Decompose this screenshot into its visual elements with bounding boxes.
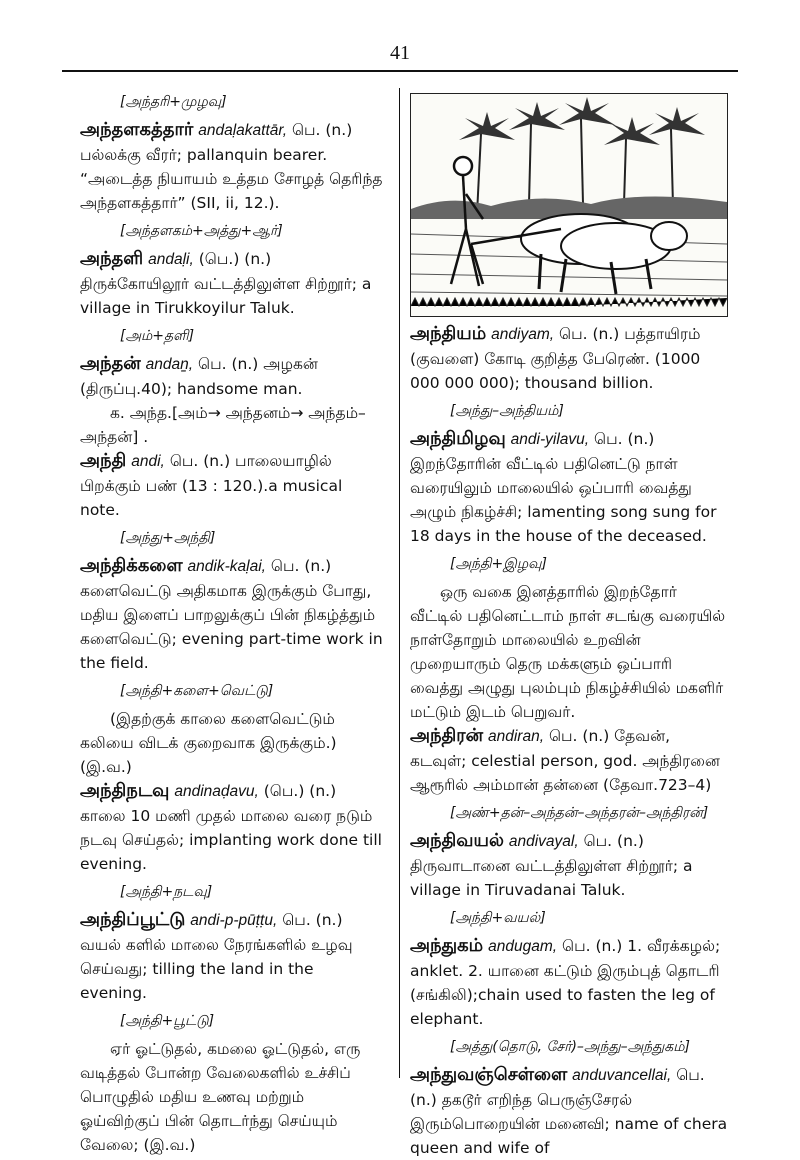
column-divider: [399, 88, 400, 1078]
transliteration: andiran,: [488, 728, 545, 745]
headword: அந்துவஞ்செள்ளை: [410, 1064, 568, 1085]
headword: அந்தி: [80, 450, 127, 471]
etymology-note: [அந்தி+நடவு]: [120, 884, 213, 900]
page-number: 41: [390, 42, 410, 64]
etymology-note: [அந்து–அந்தியம்]: [450, 403, 564, 419]
transliteration: andiyam,: [491, 326, 555, 343]
etymology-note: [அந்தி+இழவு]: [450, 556, 547, 572]
etymology-note: [அந்தி+பூட்டு]: [120, 1013, 215, 1029]
transliteration: andi-yilavu,: [510, 431, 590, 448]
headword: அந்திரன்: [410, 725, 484, 746]
definition: பெ. (n.) தேவன், கடவுள்; celestial person, god. அந்திரனை ஆரூரில் அம்மான் தன்னை (தேவா.723–4): [410, 727, 720, 794]
ploughing-illustration: [410, 93, 728, 317]
dictionary-entry: [80, 554, 385, 675]
etymology-note: [அண்+தன்–அந்தன்–அந்தரன்–அந்திரன்]: [450, 805, 709, 821]
definition: (பெ.) (n.) திருக்கோயிலூர் வட்டத்திலுள்ள சிற்றூர்; a village in Tirukkoyilur Taluk.: [80, 250, 372, 317]
definition: பெ. (n.) பாலையாழில் பிறக்கும் பண் (13 : 120.).a musical note.: [80, 452, 343, 519]
dictionary-entry: [410, 724, 728, 797]
dictionary-entry: [80, 449, 385, 522]
dictionary-entry: [80, 779, 385, 876]
etymology-note: [அந்தி+வயல்]: [450, 910, 546, 926]
transliteration: andi-p-pūṭṭu,: [190, 912, 278, 929]
headword: அந்திக்களை: [80, 555, 183, 576]
transliteration: andi,: [131, 453, 165, 470]
right-column: [410, 322, 728, 1160]
etymology-note: [அந்து+அந்தி]: [120, 530, 216, 546]
headword: அந்துகம்: [410, 935, 484, 956]
headword: அந்தியம்: [410, 323, 487, 344]
headword: அந்திப்பூட்டு: [80, 909, 186, 930]
header-rule: [62, 70, 738, 72]
usage-note: க. அந்த.[அம்→ அந்தனம்→ அந்தம்–அந்தன்] .: [80, 404, 366, 446]
dictionary-entry: [80, 908, 385, 1005]
definition: பெ. (n.) இறந்தோரின் வீட்டில் பதினெட்டு நாள் வரையிலும் மாலையில் ஒப்பாரி வைத்து அழும் நிகழ்ச்சி; lamenting song sung for 18 days in the house of the deceased.: [410, 430, 717, 545]
dictionary-entry: [410, 427, 728, 548]
etymology-note: [அந்தளகம்+அத்து+ஆர்]: [120, 223, 283, 239]
definition: பெ. (n.) களைவெட்டு அதிகமாக இருக்கும் போது, மதிய இளைப் பாறலுக்குப் பின் நிகழ்த்தும் களைவெட்டு; evening part-time work in the field.: [80, 557, 383, 672]
transliteration: andaḷi,: [148, 251, 194, 268]
definition: பெ. (n.) பல்லக்கு வீரர்; pallanquin bearer. “அடைத்த நியாயம் உத்தம சோழத் தெரிந்த அந்தளகத்தார்” (SII, ii, 12.).: [80, 121, 383, 212]
transliteration: andik-kaḷai,: [187, 558, 266, 575]
etymology-note: [அத்து(தொடு, சேர்)–அந்து–அந்துகம்]: [450, 1039, 690, 1055]
headword: அந்திவயல்: [410, 830, 504, 851]
headword: அந்திநடவு: [80, 780, 170, 801]
definition: (பெ.) (n.) காலை 10 மணி முதல் மாலை வரை நடும் நடவு செய்தல்; implanting work done till evening.: [80, 782, 382, 873]
headword: அந்தளி: [80, 248, 144, 269]
definition: பெ. (n.) திருவாடானை வட்டத்திலுள்ள சிற்றூர்; a village in Tiruvadanai Taluk.: [410, 832, 693, 899]
usage-note: ஏர் ஓட்டுதல், கமலை ஓட்டுதல், எரு வடித்தல் போன்ற வேலைகளில் உச்சிப் பொழுதில் மதிய உணவு மற்றும் ஓய்விற்குப் பின் தொடர்ந்து செய்யும் வேலை; (இ.வ.): [80, 1040, 361, 1154]
definition: பெ. (n.) அழகன் (திருப்பு.40); handsome man.: [80, 355, 318, 398]
usage-note: (இதற்குக் காலை களைவெட்டும் கலியை விடக் குறைவாக இருக்கும்.) (இ.வ.): [80, 710, 337, 776]
definition: பெ. (n.) தகடூர் எறிந்த பெருஞ்சேரல் இரும்பொறையின் மனைவி; name of chera queen and wife of: [410, 1066, 728, 1157]
definition: பெ. (n.) வயல் களில் மாலை நேரங்களில் உழவு செய்வது; tilling the land in the evening.: [80, 911, 353, 1002]
dictionary-entry: [80, 352, 385, 401]
transliteration: andivayal,: [508, 833, 579, 850]
dictionary-entry: [410, 829, 728, 902]
transliteration: andaṉ,: [145, 356, 194, 373]
dictionary-entry: [80, 247, 385, 320]
etymology-note: [அம்+தளி]: [120, 328, 195, 344]
transliteration: anduvancellai,: [572, 1067, 672, 1084]
transliteration: andinaḍavu,: [174, 783, 259, 800]
dictionary-entry: [410, 322, 728, 395]
headword: அந்தன்: [80, 353, 141, 374]
dictionary-entry: [80, 118, 385, 215]
dictionary-entry: [410, 934, 728, 1031]
dictionary-entry: [410, 1063, 728, 1160]
headword: அந்தளகத்தார்: [80, 119, 194, 140]
headword: அந்திமிழவு: [410, 428, 506, 449]
etymology-note: [அந்தரி+முழவு]: [120, 94, 227, 110]
transliteration: andaḷakattār,: [198, 122, 287, 139]
etymology-note: [அந்தி+களை+வெட்டு]: [120, 683, 274, 699]
left-column: [80, 86, 385, 1157]
definition: பெ. (n.) 1. வீரக்கழல்; anklet. 2. யானை கட்டும் இரும்புத் தொடரி (சங்கிலி);chain used to fasten the leg of elephant.: [410, 937, 721, 1028]
transliteration: andugam,: [488, 938, 558, 955]
definition: பெ. (n.) பத்தாயிரம் (குவளை) கோடி குறித்த பேரெண். (1000 000 000 000); thousand billion.: [410, 325, 701, 392]
usage-note: ஒரு வகை இனத்தாரில் இறந்தோர் வீட்டில் பதினெட்டாம் நாள் சடங்கு வரையில் நாள்தோறும் மாலையில் உறவின் முறையாரும் தெரு மக்களும் ஒப்பாரி வைத்து அழுது புலம்பும் நிகழ்ச்சியில் மகளிர் மட்டும் இடம் பெறுவர்.: [410, 583, 726, 721]
